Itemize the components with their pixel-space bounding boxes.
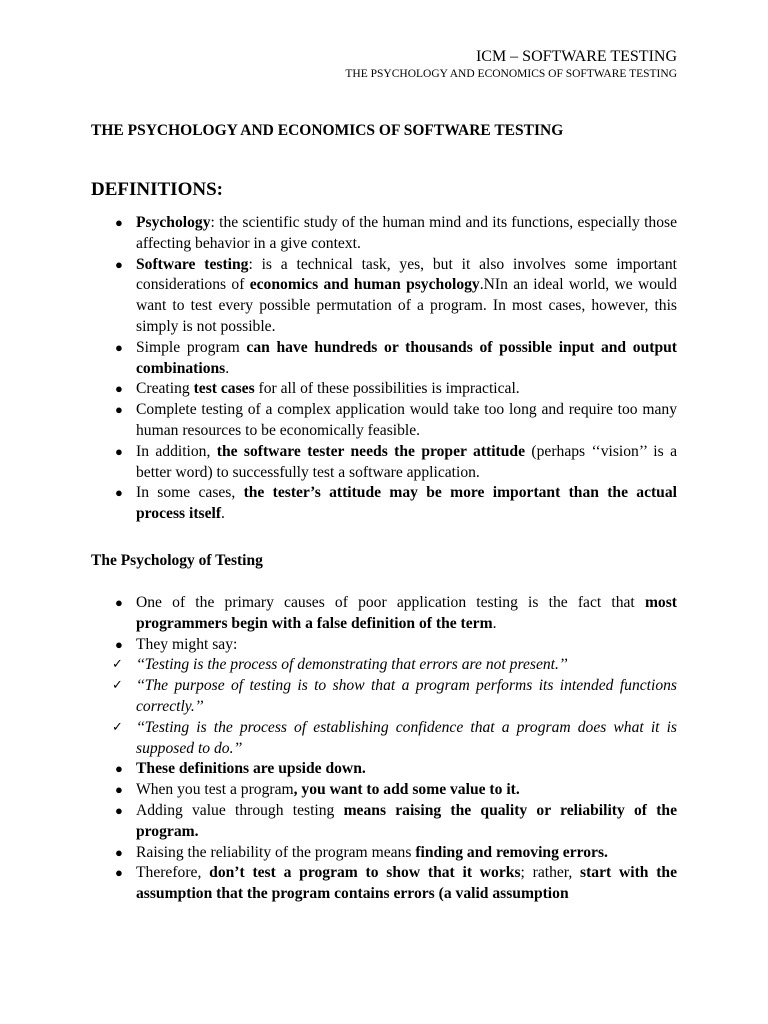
list-item: ● Therefore, don’t test a program to show that it works; rather, start with the assumption that the program contains errors (a valid assumption — [115, 864, 678, 903]
bullet-icon: ● — [115, 485, 123, 501]
bullet-icon: ● — [115, 844, 123, 860]
checkmark-icon: ✓ — [112, 678, 123, 694]
bullet-icon: ● — [115, 402, 123, 418]
psychology-list — [114, 593, 677, 905]
page-title: THE PSYCHOLOGY AND ECONOMICS OF SOFTWARE TESTING — [91, 122, 564, 139]
bullet-icon: ● — [115, 782, 123, 798]
list-item: ✓ ‘‘Testing is the process of demonstrating that errors are not present.’’ — [114, 655, 677, 676]
header-topic: THE PSYCHOLOGY AND ECONOMICS OF SOFTWARE TESTING — [345, 68, 677, 80]
bullet-icon: ● — [115, 215, 123, 230]
definitions-heading: DEFINITIONS: — [91, 179, 223, 200]
list-item: ● When you test a program, you want to add some value to it. — [114, 780, 677, 801]
list-item: ● Raising the reliability of the program means finding and removing errors. — [114, 843, 677, 864]
list-item: ● Creating test cases for all of these possibilities is impractical. — [114, 379, 677, 400]
bullet-icon: ● — [115, 443, 123, 459]
list-item: ✓ ‘‘The purpose of testing is to show that a program performs its intended functions correctly.’’ — [112, 677, 677, 715]
list-item: ● Simple program can have hundreds or thousands of possible input and output combinations. — [115, 338, 677, 377]
list-item: ● In addition, the software tester needs the proper attitude (perhaps ‘‘vision’’ is a better word) to successfully test a software application. — [115, 442, 677, 481]
definitions-list — [114, 213, 677, 525]
checkmark-icon: ✓ — [112, 719, 123, 735]
list-item: ● One of the primary causes of poor application testing is the fact that most programmers begin with a false definition of the term. — [115, 594, 677, 632]
list-item: ● Psychology: the scientific study of the human mind and its functions, especially those affecting behavior in a give context. — [115, 214, 677, 252]
bullet-icon: ● — [115, 761, 123, 777]
bullet-icon: ● — [115, 802, 123, 818]
list-item: ● Complete testing of a complex application would take too long and require too many human resources to be economically feasible. — [115, 401, 677, 439]
bullet-icon: ● — [115, 381, 123, 397]
list-item: ✓ ‘‘Testing is the process of establishing confidence that a program does what it is supposed to do.’’ — [112, 718, 677, 757]
header-course: ICM – SOFTWARE TESTING — [475, 48, 677, 65]
section-heading: The Psychology of Testing — [91, 552, 263, 569]
bullet-icon: ● — [115, 339, 123, 355]
list-item: ● They might say: — [114, 635, 677, 656]
list-item: ● In some cases, the tester’s attitude may be more important than the actual process itself. — [115, 484, 677, 523]
checkmark-icon: ✓ — [112, 657, 123, 673]
list-item: ● These definitions are upside down. — [114, 759, 677, 780]
bullet-icon: ● — [115, 256, 123, 272]
list-item: ● Adding value through testing means raising the quality or reliability of the program. — [115, 801, 678, 840]
list-item: ● Software testing: is a technical task, yes, but it also involves some important considerations of economics and human psychology.NIn an ideal world, we would want to test every possible permutation of a program. In most cases, however, this simply is not possible. — [115, 255, 677, 335]
bullet-icon: ● — [115, 636, 123, 652]
bullet-icon: ● — [115, 865, 123, 881]
bullet-icon: ● — [115, 595, 123, 610]
